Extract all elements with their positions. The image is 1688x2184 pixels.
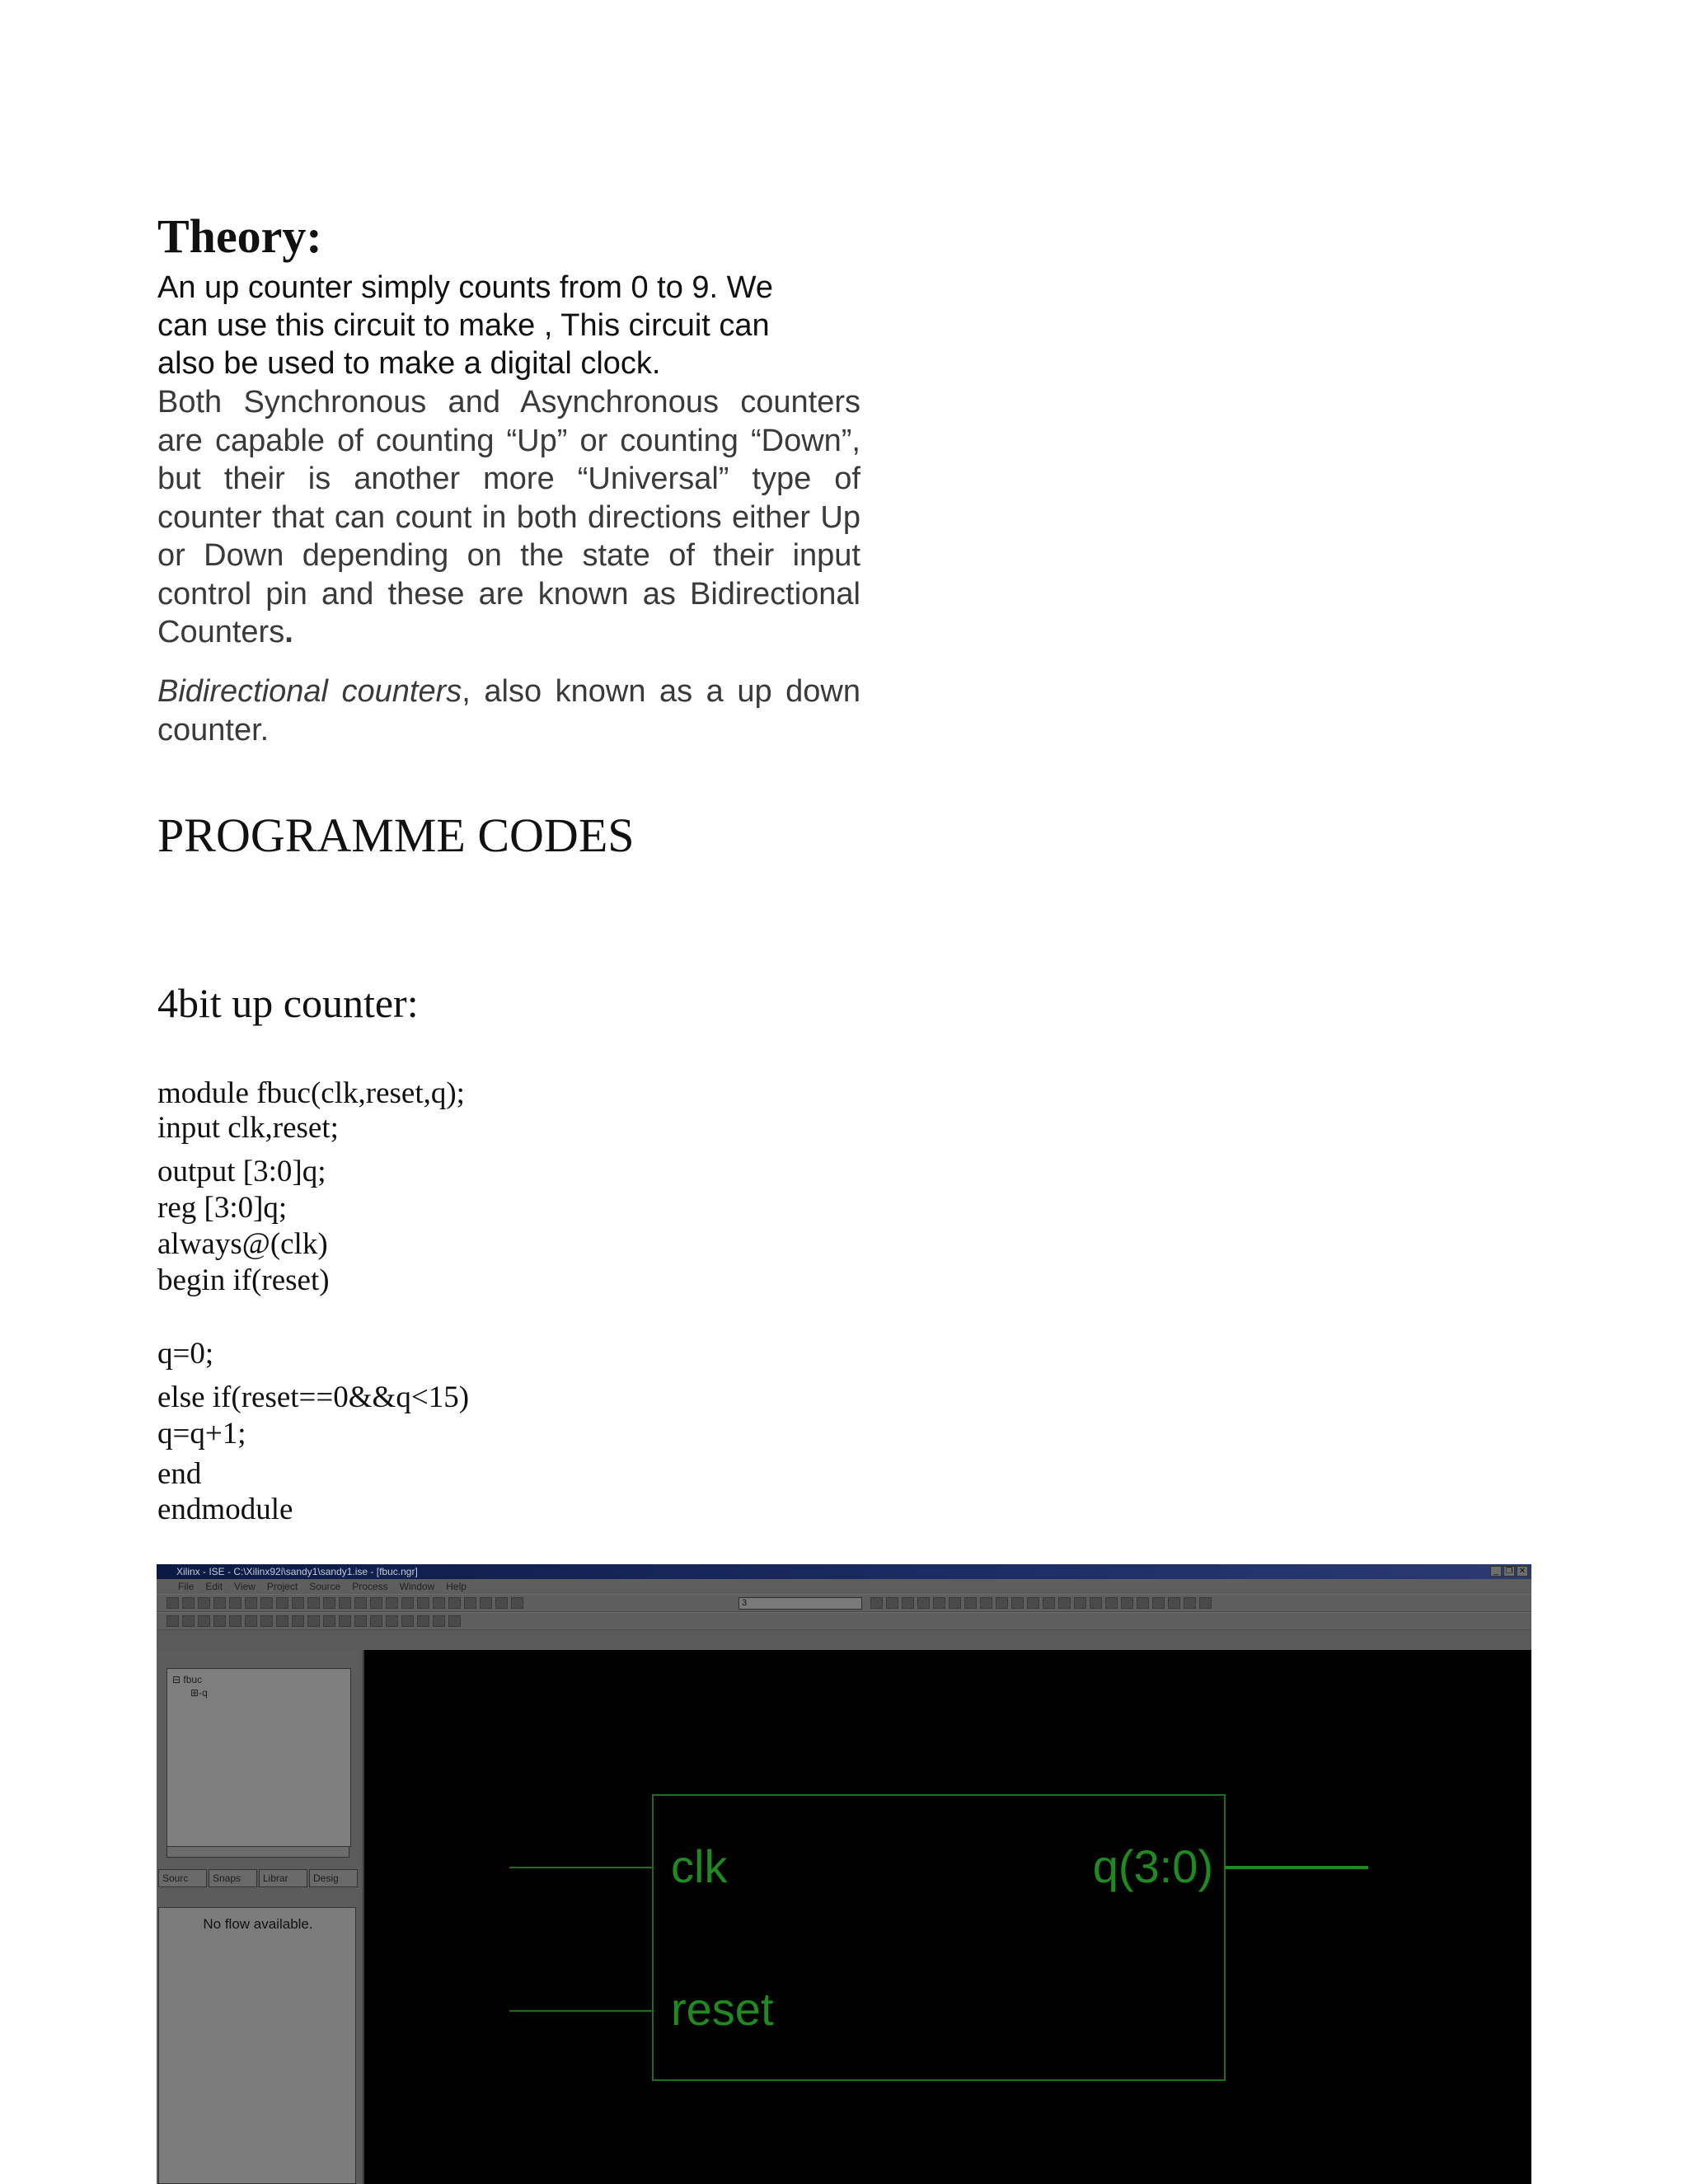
new-file-icon[interactable]	[166, 1597, 179, 1609]
save-all-icon[interactable]	[213, 1597, 226, 1609]
schematic-icon[interactable]	[386, 1615, 398, 1627]
arrow-left-icon[interactable]	[1027, 1597, 1039, 1609]
code-line: endmodule	[157, 1493, 293, 1526]
wrench-icon[interactable]	[464, 1597, 476, 1609]
gear-icon[interactable]	[339, 1615, 351, 1627]
delete-icon[interactable]	[292, 1597, 304, 1609]
schematic-canvas[interactable]	[363, 1650, 1531, 2184]
menu-process[interactable]: Process	[352, 1581, 388, 1592]
zoom-area-icon[interactable]	[401, 1597, 414, 1609]
toolbar-icons-right	[870, 1597, 1212, 1609]
car-icon[interactable]	[433, 1615, 445, 1627]
theory-heading: Theory:	[157, 209, 322, 263]
add-net-icon[interactable]	[229, 1615, 241, 1627]
refresh-icon[interactable]	[448, 1615, 461, 1627]
dropdown-arrow-icon[interactable]	[870, 1597, 883, 1609]
open-file-icon[interactable]	[182, 1597, 195, 1609]
edit-page-icon[interactable]	[917, 1597, 930, 1609]
tab-sources[interactable]: Sourc	[158, 1869, 207, 1887]
code-line: else if(reset==0&&q<15)	[157, 1380, 470, 1414]
align-icon[interactable]	[1105, 1597, 1118, 1609]
ise-toolbar-main	[157, 1594, 1531, 1612]
code-line: input clk,reset;	[157, 1111, 339, 1145]
menu-project[interactable]: Project	[266, 1581, 298, 1592]
tab-design[interactable]: Desig	[309, 1869, 358, 1887]
menu-view[interactable]: View	[234, 1581, 256, 1592]
code-line: q=0;	[157, 1337, 214, 1371]
find-icon[interactable]	[417, 1597, 429, 1609]
add-port-icon[interactable]	[245, 1615, 257, 1627]
menu-source[interactable]: Source	[309, 1581, 341, 1592]
no-flow-message: No flow available.	[203, 1916, 313, 1932]
q-port-label: q(3:0)	[1092, 1840, 1213, 1892]
hand-icon[interactable]	[1184, 1597, 1196, 1609]
chip-icon[interactable]	[1011, 1597, 1024, 1609]
intro-line: can use this circuit to make , This circuit can	[157, 308, 770, 343]
check-icon[interactable]	[339, 1597, 351, 1609]
toolbar-icons-2	[166, 1615, 461, 1627]
menu-file[interactable]: File	[178, 1581, 195, 1592]
grid-icon[interactable]	[1199, 1597, 1212, 1609]
print-icon[interactable]	[229, 1597, 241, 1609]
help-icon[interactable]	[480, 1597, 492, 1609]
ise-title-bar	[157, 1564, 1531, 1579]
rtl-icon[interactable]	[260, 1615, 273, 1627]
zoom-in-icon[interactable]	[354, 1597, 367, 1609]
reset-port-label: reset	[671, 1983, 774, 2035]
align-icon[interactable]	[1074, 1597, 1086, 1609]
tree-child-item[interactable]: ⊞-q	[190, 1687, 208, 1699]
document-icon[interactable]	[433, 1597, 445, 1609]
wire-icon[interactable]	[1121, 1597, 1133, 1609]
page-check-icon[interactable]	[933, 1597, 945, 1609]
ise-window-title: Xilinx - ISE - C:\Xilinx92i\sandy1\sandy1.ise - [fbuc.ngr]	[176, 1566, 418, 1577]
zoom-fit-icon[interactable]	[386, 1597, 398, 1609]
paragraph-text: Both Synchronous and Asynchronous counters are capable of counting “Up” or counting “Down”, but their is another more “Universal” type of counter that can count in both directions either Up or Down depending on the state of their input control pin and these are known as Bidirectional Counters	[157, 385, 860, 649]
code-line: output [3:0]q;	[157, 1155, 326, 1188]
settings-icon[interactable]	[949, 1597, 961, 1609]
wire-icon[interactable]	[1137, 1597, 1149, 1609]
paste-icon[interactable]	[276, 1597, 288, 1609]
add-bus-icon[interactable]	[213, 1615, 226, 1627]
arrow-right-icon[interactable]	[1043, 1597, 1055, 1609]
toolbar-icons	[166, 1597, 523, 1609]
wire-icon[interactable]	[1152, 1597, 1165, 1609]
toolbar-combo[interactable]: 3	[738, 1597, 862, 1610]
restore-icon[interactable]: ❐	[1503, 1566, 1515, 1577]
window-controls	[1490, 1566, 1528, 1577]
intro-line: An up counter simply counts from 0 to 9. We	[157, 270, 773, 305]
tree-child-label: q	[202, 1687, 208, 1699]
cut-icon[interactable]	[245, 1597, 257, 1609]
binoculars-icon[interactable]	[495, 1597, 508, 1609]
wire-icon[interactable]	[1168, 1597, 1180, 1609]
theory-intro	[157, 269, 866, 382]
code-line: q=q+1;	[157, 1417, 246, 1451]
theory-paragraph-counters	[157, 383, 860, 652]
search-icon[interactable]	[511, 1597, 523, 1609]
tab-snapshots[interactable]: Snaps	[209, 1869, 257, 1887]
code-line: end	[157, 1457, 202, 1491]
folder-icon[interactable]	[292, 1615, 304, 1627]
bidirectional-term: Bidirectional counters	[157, 674, 462, 709]
rtl-schematic	[364, 1650, 1531, 2184]
tech-icon[interactable]	[276, 1615, 288, 1627]
tab-libraries[interactable]: Librar	[259, 1869, 307, 1887]
ise-toolbar-secondary	[157, 1612, 1531, 1630]
code-line: module fbuc(clk,reset,q);	[157, 1076, 465, 1110]
panel-tabs	[158, 1869, 358, 1887]
save-icon[interactable]	[198, 1597, 210, 1609]
add-symbol-icon[interactable]	[182, 1615, 195, 1627]
chip-icon[interactable]	[964, 1597, 977, 1609]
programme-codes-heading: PROGRAMME CODES	[157, 808, 635, 862]
align-icon[interactable]	[1090, 1597, 1102, 1609]
copy-icon[interactable]	[260, 1597, 273, 1609]
ise-screenshot	[157, 1564, 1531, 2184]
code-line: always@(clk)	[157, 1227, 328, 1261]
page-icon[interactable]	[902, 1597, 914, 1609]
tree-scrollbar[interactable]	[166, 1846, 349, 1858]
paragraph-text: , also known as a up down counter.	[157, 674, 860, 748]
processes-panel	[158, 1907, 356, 2184]
paragraph-end: .	[284, 615, 293, 649]
intro-line: also be used to make a digital clock.	[157, 346, 661, 381]
ise-left-panel	[157, 1650, 359, 2184]
chip-icon[interactable]	[980, 1597, 992, 1609]
ise-menu-bar	[157, 1579, 1531, 1594]
zoom-out-icon[interactable]	[370, 1597, 382, 1609]
car-icon[interactable]	[417, 1615, 429, 1627]
fbuc-block[interactable]	[653, 1795, 1225, 2080]
pop-icon[interactable]	[323, 1615, 335, 1627]
push-icon[interactable]	[307, 1615, 320, 1627]
tree-root-label: fbuc	[183, 1674, 203, 1685]
code-line: begin if(reset)	[157, 1263, 330, 1297]
minimize-icon[interactable]: _	[1490, 1566, 1502, 1577]
align-icon[interactable]	[1058, 1597, 1071, 1609]
clk-port-label: clk	[671, 1840, 728, 1892]
theory-paragraph-bidirectional	[157, 673, 860, 749]
schematic-icon[interactable]	[401, 1615, 414, 1627]
close-icon[interactable]: ✕	[1517, 1566, 1528, 1577]
chip-icon[interactable]	[996, 1597, 1008, 1609]
menu-edit[interactable]: Edit	[205, 1581, 223, 1592]
redo-icon[interactable]	[323, 1597, 335, 1609]
add-wire-icon[interactable]	[198, 1615, 210, 1627]
pencil-icon[interactable]	[448, 1597, 461, 1609]
tree-root-item[interactable]: ⊟ fbuc	[172, 1674, 203, 1685]
menu-window[interactable]: Window	[399, 1581, 435, 1592]
pointer-icon[interactable]	[166, 1615, 179, 1627]
lightbulb-icon[interactable]	[886, 1597, 898, 1609]
sources-tree	[166, 1668, 351, 1847]
schematic-icon[interactable]	[354, 1615, 367, 1627]
undo-icon[interactable]	[307, 1597, 320, 1609]
code-line: reg [3:0]q;	[157, 1191, 288, 1225]
counter-heading: 4bit up counter:	[157, 980, 419, 1026]
menu-help[interactable]: Help	[446, 1581, 467, 1592]
schematic-icon[interactable]	[370, 1615, 382, 1627]
